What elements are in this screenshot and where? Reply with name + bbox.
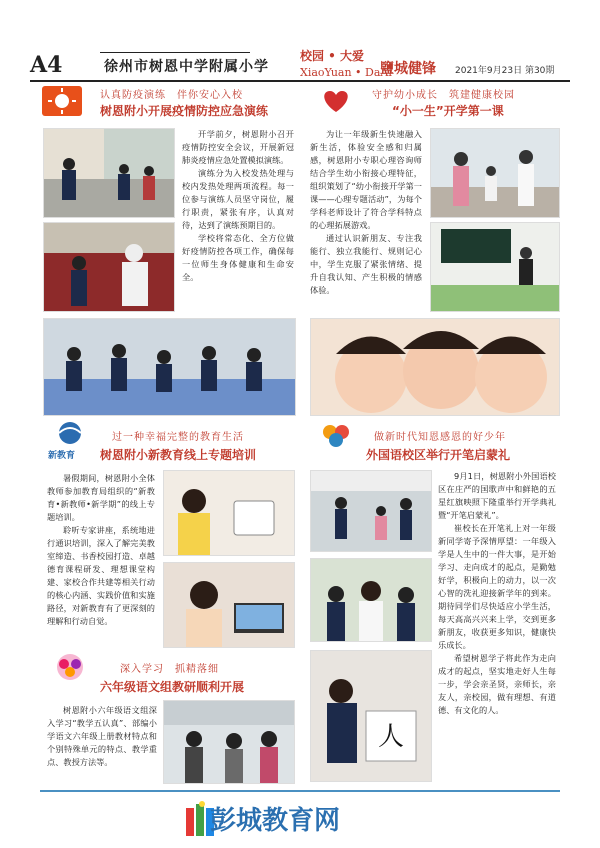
- footer-brand[interactable]: 彭城教育网: [210, 806, 341, 836]
- school-name: 徐州市树恩中学附属小学: [104, 59, 269, 75]
- issue-date: 2021年9月23日 第30期: [455, 66, 555, 76]
- masthead-rule: [30, 80, 570, 82]
- tagline-en: XiaoYuan • DaAi: [300, 66, 392, 79]
- colorful-logo-icon: [50, 652, 90, 682]
- ceremony-body: [438, 470, 556, 717]
- footer-rule: [40, 790, 560, 792]
- training-photo-tablet: [163, 470, 295, 556]
- paper-name: 鹽城健锋: [380, 61, 436, 77]
- ceremony-paragraph: 9月1日，树恩附小外国语校区在庄严的国歌声中和鲜艳的五星红旗映照下隆重举行开学典礼暨“开笔启蒙礼”。: [438, 471, 556, 520]
- flower-logo-icon: [316, 420, 356, 450]
- ceremony-photo-gate: [310, 470, 432, 552]
- new-education-logo-text: 新教育: [48, 451, 76, 461]
- ceremony-title: 外国语校区举行开笔启蒙礼: [366, 448, 511, 462]
- masthead-top-rule: [100, 52, 250, 53]
- tagline: 校园 • 大爱: [300, 49, 365, 63]
- drill-photo-entrance: [43, 128, 175, 218]
- lesson-paragraph: 为让一年级新生快速融入新生活，体验安全感和归属感，树恩附小专职心理咨询师结合学生幼小衔接心理特征，组织策划了“幼小衔接开学第一课——心理专题活动”，为每个学科老师设计了符合学科特点的心理拓展游戏。: [310, 129, 422, 230]
- new-education-logo-icon: [50, 420, 90, 450]
- lesson-paragraph: 通过认识新朋友、专注我能行、独立我能行、规则记心中，学生克服了紧张情绪、提升自我认知、产生积极的情感体验。: [310, 233, 422, 295]
- training-paragraph: 暑假期间，树恩附小全体教师参加教育局组织的“新教育•新教师•新学期”的线上专题培训。: [47, 473, 155, 522]
- ceremony-paragraph: 希望树恩学子将此作为走向成才的起点，坚实地走好人生每一步，学会亲圣贤，亲师长，亲友人，亲校园，做有理想、有道德、有文化的人。: [438, 653, 556, 715]
- research-photo-meeting: [163, 700, 295, 784]
- drill-title: 树恩附小开展疫情防控应急演练: [100, 104, 269, 118]
- training-title: 树恩附小新教育线上专题培训: [100, 448, 257, 462]
- lesson-photo-walk: [430, 128, 560, 218]
- training-subtitle: 过一种幸福完整的教育生活: [112, 432, 244, 443]
- lesson-photo-smiling-kids: [310, 318, 560, 416]
- drill-body: [182, 128, 294, 284]
- research-title: 六年级语文组教研顺利开展: [100, 680, 245, 694]
- hands-heart-logo-icon: [316, 86, 356, 116]
- svg-text:人: 人: [377, 722, 405, 752]
- drill-subtitle: 认真防疫演练 伴你安心入校: [100, 90, 243, 101]
- page-number: A4: [30, 52, 63, 78]
- ceremony-paragraph: 崔校长在开笔礼上对一年级新同学寄予深情厚望：一年级入学是人生中的一件大事，是开始学习、走向成才的起点，是勤勉好学，积极向上的动力，以一次心智的洗礼迎接新学年的到来。期待同学们尽快适应小学生活，每天高高兴兴来上学，交到更多新朋友，收获更多知识，健康快乐成长。: [438, 523, 556, 650]
- drill-paragraph: 演练分为入校发热处理与校内发热处理两项流程。每一位参与演练人员坚守岗位，履行职责，紧张有序，认真对待，达到了演练预期目的。: [182, 168, 294, 230]
- drill-photo-classroom: [43, 318, 296, 416]
- training-paragraph: 聆听专家讲座，系统地进行通识培训，深入了解完美教室缔造、书香校园打造、卓越德育课程研发、理想课堂构建、家校合作共建等相关行动的核心内涵、实践价值和实施路径，对新教育有了更深刻的理解和行动自觉。: [47, 525, 155, 626]
- drill-paragraph: 学校将常态化、全方位做好疫情防控各项工作，确保每一位师生身体健康和生命安全。: [182, 233, 294, 282]
- research-subtitle: 深入学习 抓精落细: [120, 664, 219, 675]
- research-body: [47, 704, 157, 769]
- ceremony-photo-students: [310, 558, 432, 642]
- lesson-body: [310, 128, 422, 297]
- training-body: [47, 472, 155, 628]
- training-photo-laptop: [163, 562, 295, 648]
- lesson-photo-classroom: [430, 222, 560, 312]
- ceremony-subtitle: 做新时代知恩感恩的好少年: [374, 432, 506, 443]
- lesson-title: “小一生”开学第一课: [392, 104, 504, 118]
- drill-paragraph: 开学前夕，树恩附小召开疫情防控安全会议，开展新冠肺炎疫情应急处置模拟演练。: [182, 129, 294, 165]
- sun-logo-icon: [42, 86, 82, 116]
- drill-photo-checkpoint: [43, 222, 175, 312]
- lesson-subtitle: 守护幼小成长 筑建健康校园: [372, 90, 515, 101]
- research-paragraph: 树恩附小六年级语文组深入学习“教学五认真”、部编小学语文六年级上册教材特点和个别特殊单元的特点、教学重点、教授方法等。: [47, 705, 157, 767]
- ceremony-photo-calligraphy: [310, 650, 432, 782]
